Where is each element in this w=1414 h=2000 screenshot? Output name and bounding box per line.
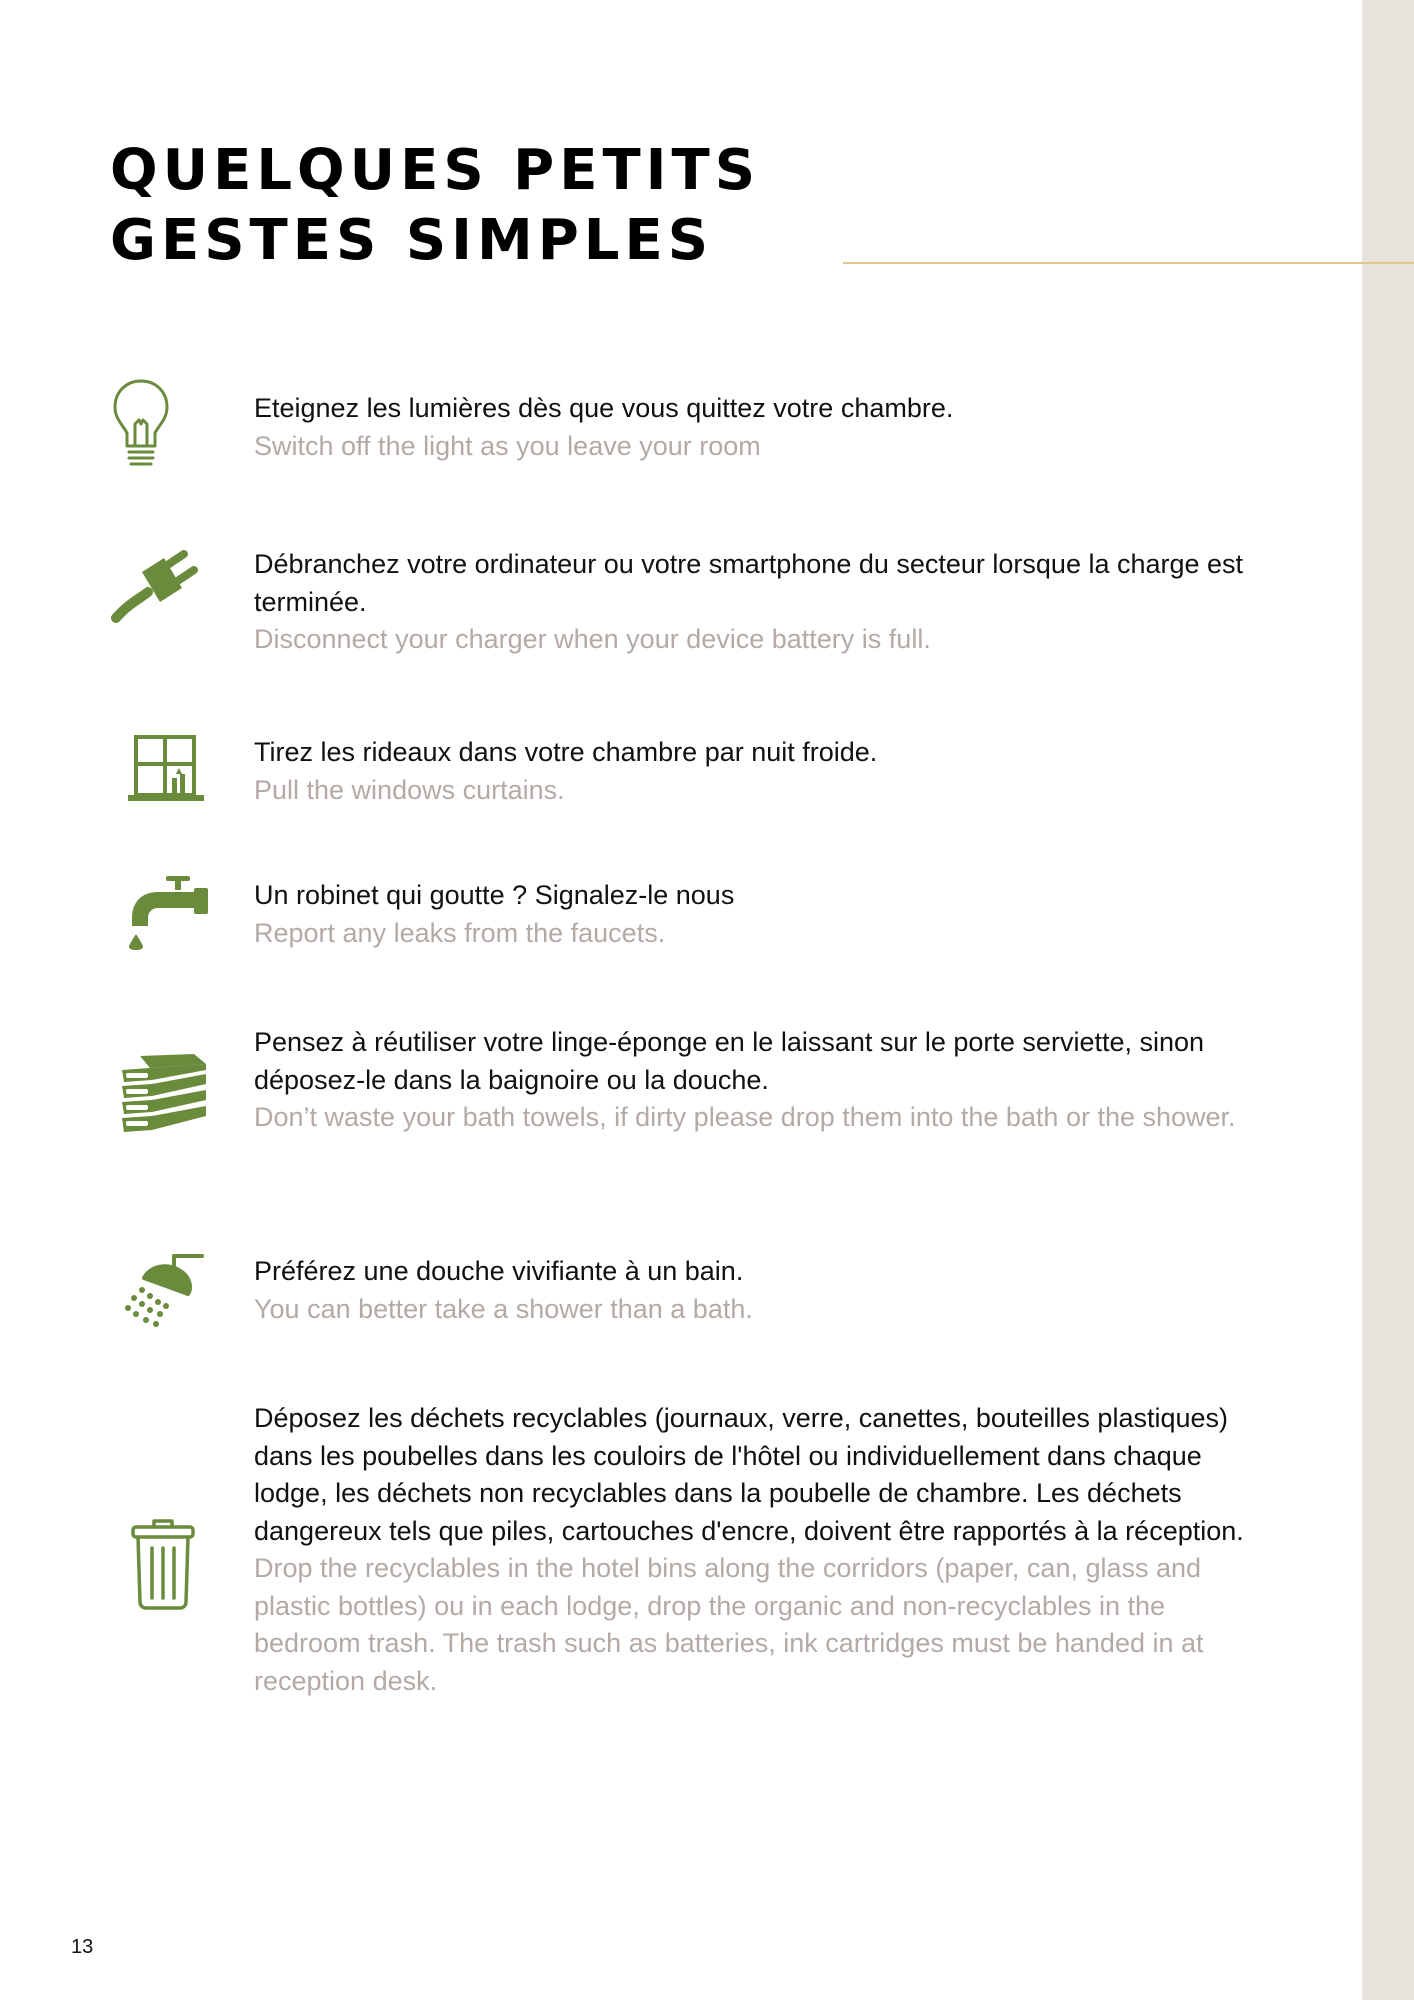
tip-french-text: Un robinet qui goutte ? Signalez-le nous bbox=[254, 880, 735, 910]
tip-french-text: Débranchez votre ordinateur ou votre smartphone du secteur lorsque la charge est terminée. bbox=[254, 549, 1244, 617]
tip-text bbox=[254, 1024, 1274, 1137]
side-band bbox=[1362, 0, 1414, 2000]
tip-text bbox=[254, 1400, 1274, 1700]
tip-french-text: Préférez une douche vivifiante à un bain. bbox=[254, 1256, 744, 1286]
tip-english-text: Pull the windows curtains. bbox=[254, 774, 565, 805]
tip-english-text: You can better take a shower than a bath. bbox=[254, 1293, 753, 1324]
title-divider bbox=[843, 262, 1414, 264]
page-title bbox=[110, 136, 760, 276]
tip-text bbox=[254, 390, 1274, 465]
trash-bin-icon bbox=[130, 1518, 196, 1610]
towels-icon bbox=[120, 1052, 208, 1138]
tip-english-text: Disconnect your charger when your device battery is full. bbox=[254, 624, 931, 654]
tip-text bbox=[254, 1253, 1274, 1328]
shower-icon bbox=[124, 1252, 204, 1332]
lightbulb-icon bbox=[110, 378, 172, 466]
plug-icon bbox=[110, 548, 198, 624]
tip-text bbox=[254, 546, 1274, 659]
tip-english-text: Switch off the light as you leave your room bbox=[254, 430, 761, 461]
tip-english-text: Don’t waste your bath towels, if dirty please drop them into the bath or the shower. bbox=[254, 1102, 1236, 1132]
tip-english-text: Drop the recyclables in the hotel bins along the corridors (paper, can, glass and plastic bottles) ou in each lodge, drop the organic and non-recyclables in the bedroom trash. The trash such as batteries, ink cartridges must be handed in at reception desk. bbox=[254, 1553, 1204, 1696]
tip-english-text: Report any leaks from the faucets. bbox=[254, 917, 666, 948]
title-line-1: QUELQUES PETITS bbox=[110, 138, 761, 203]
page-number: 13 bbox=[71, 1936, 94, 1958]
tip-text bbox=[254, 877, 1274, 952]
tip-text bbox=[254, 734, 1274, 809]
faucet-icon bbox=[128, 876, 208, 950]
tip-french-text: Eteignez les lumières dès que vous quittez votre chambre. bbox=[254, 393, 954, 423]
tip-french-text: Déposez les déchets recyclables (journaux, verre, canettes, bouteilles plastiques) dans les poubelles dans les couloirs de l'hôtel ou individuellement dans chaque lodge, les déchets non recyclables dans la poubelle de chambre. Les déchets dangereux tels que piles, cartouches d'encre, doivent être rapportés à la réception. bbox=[254, 1403, 1244, 1546]
window-icon bbox=[128, 734, 204, 804]
tip-french-text: Tirez les rideaux dans votre chambre par nuit froide. bbox=[254, 737, 878, 767]
title-line-2: GESTES SIMPLES bbox=[110, 208, 714, 273]
tip-french-text: Pensez à réutiliser votre linge-éponge en le laissant sur le porte serviette, sinon déposez-le dans la baignoire ou la douche. bbox=[254, 1027, 1205, 1095]
